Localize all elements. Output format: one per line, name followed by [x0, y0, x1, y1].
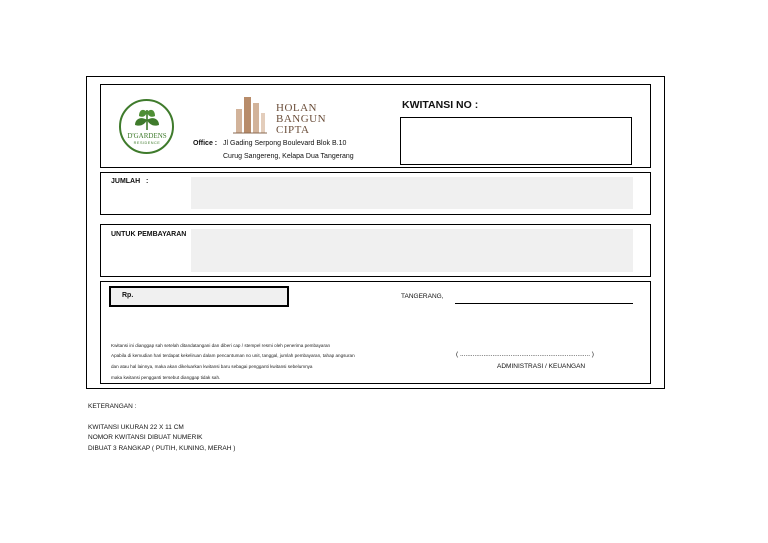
building-icon [232, 93, 268, 135]
rp-label: Rp. [122, 292, 134, 299]
company-name-line-3: CIPTA [276, 124, 310, 136]
kwitansi-no-title: KWITANSI NO : [402, 99, 479, 111]
company-name-line-2: BANGUN [276, 113, 327, 125]
tangerang-label: TANGERANG, [401, 293, 444, 300]
untuk-pembayaran-label: UNTUK PEMBAYARAN [111, 231, 187, 238]
signature-placeholder[interactable]: ( ........................................................................ ) [456, 351, 594, 358]
note-line-2: Apabila di kemudian hari terdapat kekeliruan dalam pencantuman no unit, tanggal, jumlah pembayaran, tahap angsuran [111, 353, 355, 358]
date-line[interactable] [455, 303, 633, 304]
note-line-4: maka kwitansi pengganti tersebut dianggap tidak sah. [111, 375, 221, 380]
leaf-icon [133, 106, 161, 132]
rp-field[interactable] [109, 286, 289, 307]
kwitansi-no-box[interactable] [400, 117, 632, 165]
untuk-pembayaran-field[interactable] [191, 229, 633, 272]
office-label: Office : [193, 140, 218, 147]
logo-left-text: D'GARDENS [127, 132, 167, 140]
company-name-line-1: HOLAN [276, 102, 317, 114]
office-address-line-2: Curug Sangereng, Kelapa Dua Tangerang [223, 153, 354, 160]
jumlah-label: JUMLAH : [111, 178, 149, 185]
signature-role: ADMINISTRASI / KEUANGAN [497, 363, 586, 370]
note-line-3: dan atau hal lainnya, maka akan dikeluarkan kwitansi baru sebagai pengganti kwitansi sebelumnya [111, 364, 313, 369]
keterangan-line-2: NOMOR KWITANSI DIBUAT NUMERIK [88, 434, 203, 441]
jumlah-field[interactable] [191, 177, 633, 209]
keterangan-title: KETERANGAN : [88, 403, 137, 410]
keterangan-line-1: KWITANSI UKURAN 22 X 11 CM [88, 424, 184, 431]
note-line-1: Kwitansi ini dianggap sah setelah ditandatangani dan diberi cap / stempel resmi oleh penerima pembayaran [111, 343, 331, 348]
office-address-line-1: Jl Gading Serpong Boulevard Blok B.10 [223, 140, 347, 147]
logo-left-sub: RESIDENCE [133, 141, 161, 145]
keterangan-line-3: DIBUAT 3 RANGKAP ( PUTIH, KUNING, MERAH ) [88, 445, 236, 452]
